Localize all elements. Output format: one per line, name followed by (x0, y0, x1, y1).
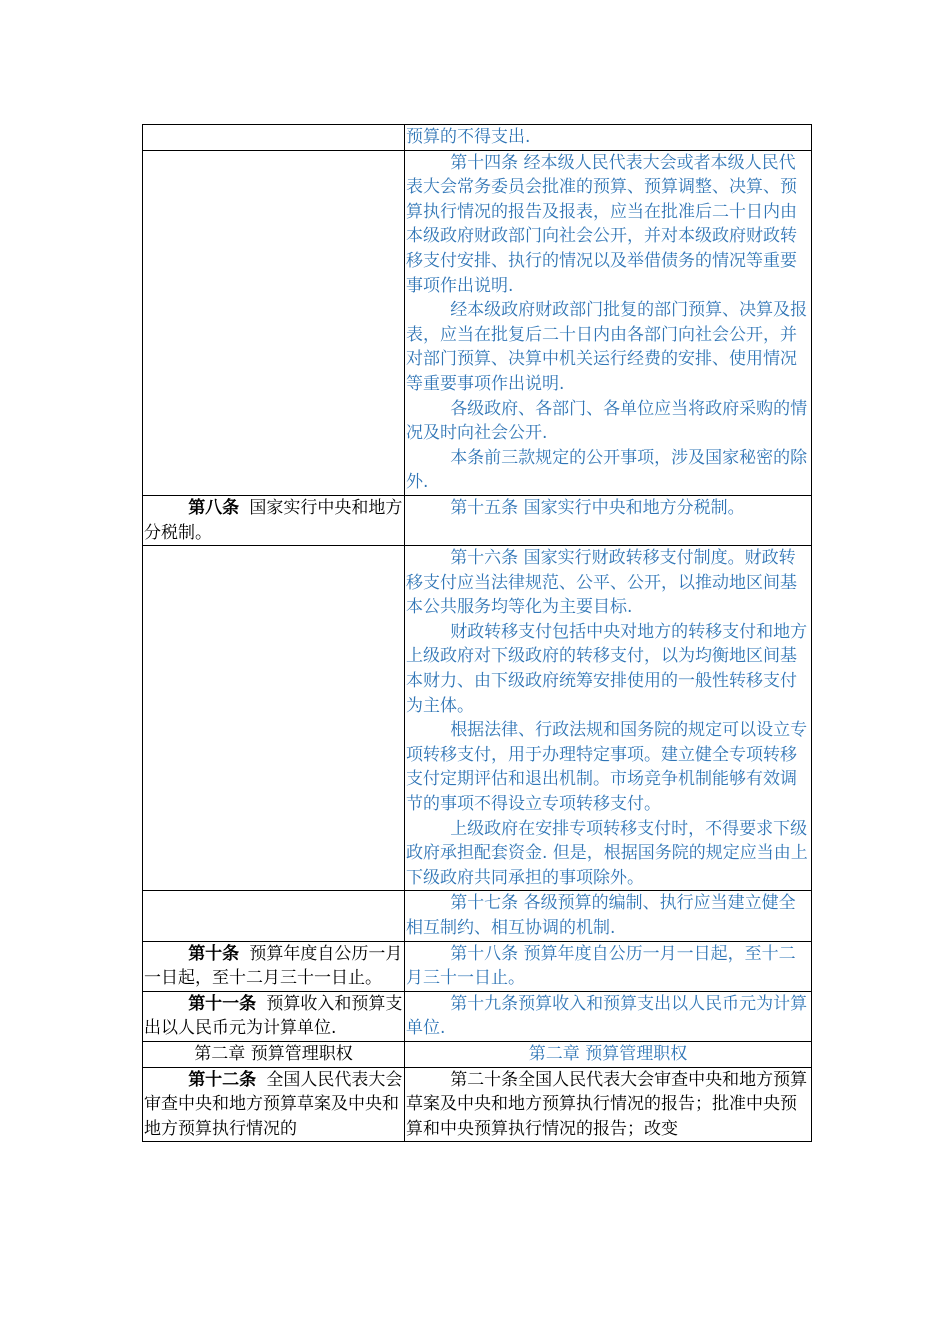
old-cell (143, 125, 405, 151)
clause-text: 第十八条 预算年度自公历一月一日起，至十二月三十一日止。 (406, 943, 796, 989)
new-cell (405, 941, 812, 991)
table-row (143, 891, 812, 941)
clause-text: 第十四条 经本级人民代表大会或者本级人民代表大会常务委员会批准的预算、预算调整、决算、预算执行情况的报告及报表，应当在批准后二十日内由本级政府财政部门向社会公开，并对本级政府财政转移支付安排、执行的情况以及举借债务的情况等重要事项作出说明. (406, 152, 797, 296)
old-cell (143, 891, 405, 941)
article-text: 国家实行中央和地方分税制。 (144, 497, 403, 543)
clause-text: 第二十条全国人民代表大会审查中央和地方预算草案及中央和地方预算执行情况的报告；批准中央预算和中央预算执行情况的报告；改变 (406, 1069, 808, 1139)
table-row (143, 125, 812, 151)
clause-text: 根据法律、行政法规和国务院的规定可以设立专项转移支付，用于办理特定事项。建立健全专项转移支付定期评估和退出机制。市场竞争机制能够有效调节的事项不得设立专项转移支付。 (406, 720, 808, 815)
article-title: 第十二条 (188, 1069, 257, 1090)
table-row (143, 495, 812, 545)
old-cell (143, 991, 405, 1041)
article-text: 全国人民代表大会审查中央和地方预算草案及中央和地方预算执行情况的 (144, 1069, 403, 1139)
table-row (143, 1067, 812, 1142)
old-cell (143, 1067, 405, 1142)
clause-text: 第十九条预算收入和预算支出以人民币元为计算单位. (406, 993, 808, 1039)
new-cell (405, 125, 812, 151)
table-row (143, 1041, 812, 1067)
clause-text: 第十六条 国家实行财政转移支付制度。财政转移支付应当法律规范、公平、公开，以推动地区间基本公共服务均等化为主要目标. (406, 548, 797, 618)
new-cell (405, 1067, 812, 1142)
clause-text: 第十七条 各级预算的编制、执行应当建立健全相互制约、相互协调的机制. (406, 893, 796, 938)
old-cell (143, 546, 405, 891)
table-row (143, 991, 812, 1041)
new-cell (405, 1041, 812, 1067)
new-cell (405, 495, 812, 545)
clause-text: 预算的不得支出. (406, 127, 531, 147)
new-cell (405, 150, 812, 495)
article-title: 第十条 (188, 943, 240, 964)
article-title: 第八条 (188, 497, 240, 518)
chapter-heading: 第二章 预算管理职权 (194, 1043, 353, 1064)
table-row (143, 941, 812, 991)
old-cell (143, 495, 405, 545)
clause-text: 各级政府、各部门、各单位应当将政府采购的情况及时向社会公开. (406, 398, 808, 444)
table-row (143, 150, 812, 495)
old-cell (143, 150, 405, 495)
clause-text: 第十五条 国家实行中央和地方分税制。 (450, 497, 745, 518)
old-cell (143, 1041, 405, 1067)
clause-text: 财政转移支付包括中央对地方的转移支付和地方上级政府对下级政府的转移支付，以为均衡地区间基本财力、由下级政府统筹安排使用的一般性转移支付为主体。 (406, 621, 808, 716)
article-text: 预算收入和预算支出以人民币元为计算单位. (144, 993, 403, 1039)
comparison-table (142, 124, 812, 1142)
clause-text: 经本级政府财政部门批复的部门预算、决算及报表，应当在批复后二十日内由各部门向社会公开，并对部门预算、决算中机关运行经费的安排、使用情况等重要事项作出说明. (406, 300, 808, 394)
new-cell (405, 991, 812, 1041)
clause-text: 本条前三款规定的公开事项，涉及国家秘密的除外. (406, 447, 808, 493)
article-text: 预算年度自公历一月一日起，至十二月三十一日止。 (144, 943, 403, 989)
new-cell (405, 546, 812, 891)
clause-text: 上级政府在安排专项转移支付时，不得要求下级政府承担配套资金. 但是，根据国务院的规定应当由上下级政府共同承担的事项除外。 (406, 818, 808, 888)
article-title: 第十一条 (188, 993, 257, 1014)
old-cell (143, 941, 405, 991)
table-row (143, 546, 812, 891)
chapter-heading: 第二章 预算管理职权 (528, 1043, 688, 1064)
new-cell (405, 891, 812, 941)
